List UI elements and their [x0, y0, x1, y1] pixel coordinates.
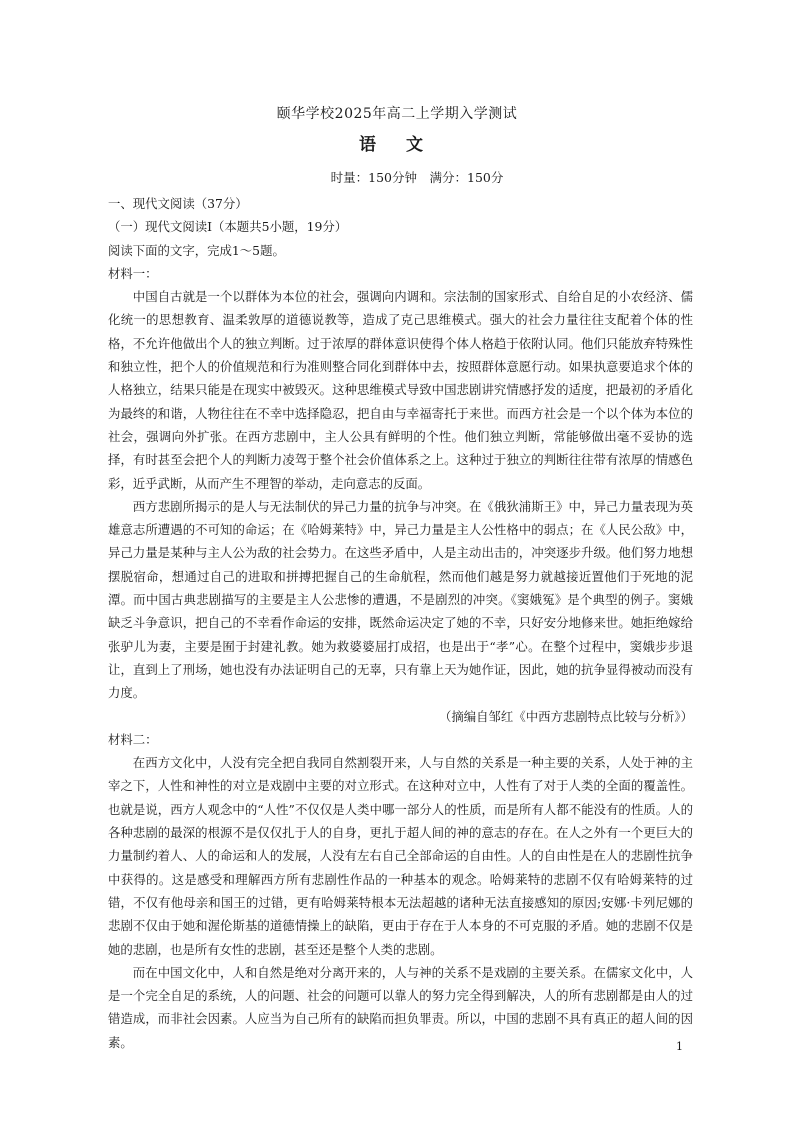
material1-label: 材料一： [108, 265, 158, 281]
paragraph-line: 文化中，人是一个完全自足的系统，人的问题、社会的问题可以靠人的努力完全得到解决，人的 [108, 964, 694, 1004]
paragraph-line: 所有悲剧都是由人的过错造成，而非社会因素。人应当为自己所有的缺陷而担负罪责。所以，中 [108, 988, 694, 1027]
page-number: 1 [676, 1040, 683, 1053]
paragraph-line: 忍，把自由与幸福寄托于来世。而西方社会是一个以个体为本位的社会，强调向外扩张。在西方 [108, 405, 694, 444]
paragraph-line: 的悲剧，也是所有女性的悲剧，甚至还是整个人类的悲剧。 [120, 941, 443, 957]
paragraph-line: 按照群体意愿行动。如果执意要追求个体的人格独立，结果只能是在现实中被毁灭。这种思维模 [108, 359, 694, 398]
paragraph-line: 中国自古就是一个以群体为本位的社会，强调向内调和。宗法制的国家形式、自给自足的小 [132, 289, 631, 305]
paragraph-line: 式导致中国悲剧讲究情感抒发的适度，把最初的矛盾化为最终的和谐，人物往往在不幸中选择隐 [108, 382, 694, 421]
paragraph-line: 人类的全面的覆盖性。也就是说，西方人观念中的“人性”不仅仅是人类中哪一部分人的性质， [108, 778, 694, 817]
paragraph-line: 而他们越是努力就越接近置他们于死地的泥潭。而中国古典悲剧描写的主要是主人公悲惨的遭遇 [108, 568, 694, 608]
paragraph-line: ；在《人民公敌》中，异己力量是某种与主人公为敌的社会势力。在这些矛盾中，人是主动出击 [108, 522, 694, 561]
paragraph-line: 的，冲突逐步升级。他们努力地想摆脱宿命，想通过自己的进取和拼搏把握自己的生命航程，然 [108, 545, 694, 584]
exam-meta: 时量：150分钟 满分：150分 [330, 170, 504, 185]
paragraph-line: 而是所有人都不能没有的性质。人的各种悲剧的最深的根源不是仅仅扎于人的自身，更扎于超人 [108, 801, 694, 841]
section-heading: 一、现代文阅读（37分） [108, 196, 248, 211]
paragraph-line: 国的悲剧不具有真正的超人间的因素。 [108, 1011, 694, 1050]
material2-label: 材料二： [108, 731, 158, 747]
paragraph-line: 她和渥伦斯基的道德情操上的缺陷，更由于存在于人本身的不可克服的矛盾。她的悲剧不仅是她 [108, 918, 694, 957]
exam-title: 颐华学校2025年高二上学期入学测试 [276, 106, 518, 122]
paragraph-line: 间的神的意志的存在。在人之外有一个更巨大的力量制约着人、人的命运和人的发展，人没有左 [108, 825, 694, 864]
paragraph-line: 在西方文化中，人没有完全把自我同自然割裂开来，人与自然的关系是一种主要的关系，人 [132, 755, 631, 771]
paragraph-line: 安排，既然命运决定了她的不幸，只好安分地修来世。她拒绝嫁给张驴儿为妻，主要是囿于封建 [108, 615, 694, 654]
paragraph-line: ，不是剧烈的冲突。《窦娥冤》是个典型的例子。窦娥缺乏斗争意识，把自己的不幸看作命运的 [108, 592, 693, 631]
paragraph-line: 量表现为英雄意志所遭遇的不可知的命运；在《哈姆莱特》中，异己力量是主人公性格中的弱点 [108, 498, 694, 538]
paragraph-line: 人的判断力凌驾于整个社会价值体系之上。这种过于独立的判断往往带有浓厚的情感色彩，近乎 [108, 452, 694, 491]
subject-title: 语 文 [359, 135, 435, 155]
material2-paragraph1 [108, 751, 693, 961]
section-subheading: （一）现代文阅读Ⅰ（本题共5小题，19分） [108, 219, 348, 235]
material1-paragraph2 [108, 495, 693, 705]
paragraph-line: 西方悲剧所揭示的是人与无法制伏的异己力量的抗争与冲突。在《俄狄浦斯王》中，异己力 [132, 498, 631, 514]
paragraph-line: 农经济、儒化统一的思想教育、温柔敦厚的道德说教等，造成了克己思维模式。强大的社会力量 [108, 289, 694, 328]
paragraph-line: 悲剧性作品的一种基本的观念。哈姆莱特的悲剧不仅有哈姆莱特的过错，不仅有他母亲和国王的 [108, 871, 694, 910]
paragraph-line: 武断，从而产生不理智的举动，走向意志的反面。 [157, 475, 431, 491]
paragraph-line: 而在中国文化中，人和自然是绝对分离开来的，人与神的关系不是戏剧的主要关系。在儒家 [132, 964, 631, 980]
paragraph-line: 处于神的主宰之下，人性和神性的对立是戏剧中主要的对立形式。在这种对立中，人性有了对于 [108, 755, 694, 794]
paragraph-line: ，她也没有办法证明自己的无辜，只有靠上天为她作证，因此，她的抗争显得被动而没有力度。 [108, 661, 694, 701]
paragraph-line: 往往支配着个体的性格，不允许他做出个人的独立判断。过于浓厚的群体意识使得个体人格趋于 [108, 312, 694, 351]
material1-source: （摘编自邹红《中西方悲剧特点比较与分析》） [438, 708, 693, 724]
paragraph-line: 过错，更有哈姆莱特根本无法超越的诸种无法直接感知的原因;安娜·卡列尼娜的悲剧不仅由于 [108, 894, 693, 934]
paragraph-line: 悲剧中，主人公具有鲜明的个性。他们独立判断，常能够做出毫不妥协的选择，有时甚至会把个 [108, 428, 694, 468]
content-body [108, 192, 693, 1054]
material1-paragraph1 [108, 285, 693, 495]
reading-instruction: 阅读下面的文字，完成1～5题。 [108, 242, 285, 258]
paragraph-line: 礼教。她为救婆婆屈打成招，也是出于“孝”心。在整个过程中，窦娥步步退让，直到上了刑场 [108, 638, 694, 677]
paragraph-line: 依附认同。他们只能放弃特殊性和独立性，把个人的价值规范和行为准则整合同化到群体中去， [108, 335, 694, 375]
paragraph-line: 右自己全部命运的自由性。人的自由性是在人的悲剧性抗争中获得的。这是感受和理解西方所有 [108, 848, 694, 887]
material2-paragraph2 [108, 961, 693, 1054]
